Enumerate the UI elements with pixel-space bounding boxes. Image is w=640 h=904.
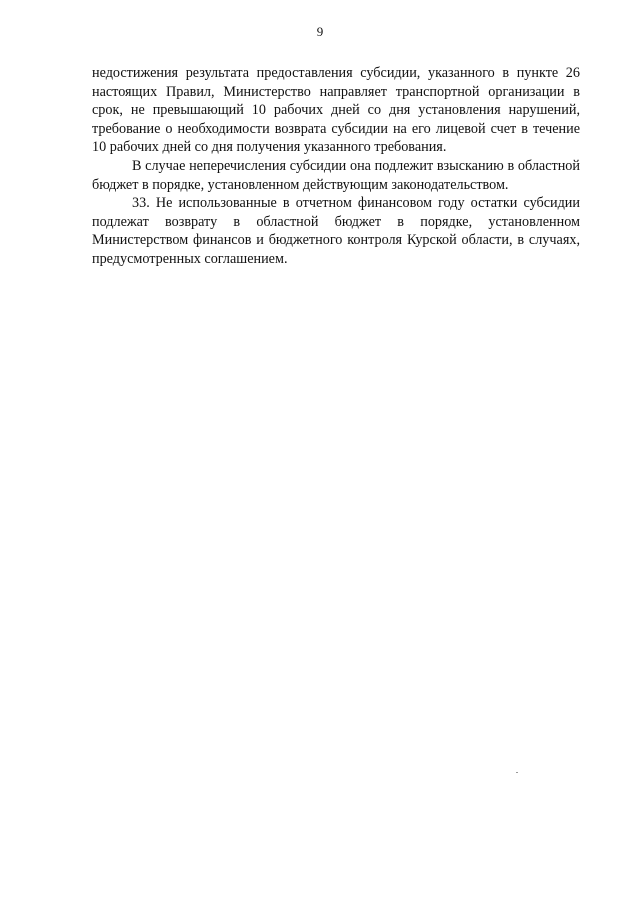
paragraph-unused-balances: 33. Не использованные в отчетном финансовом году остатки субсидии подлежат возврату в областной бюджет в порядке, установленном Министерством финансов и бюджетного контроля Курской области, в случаях, предусмотренных соглашением. [92,195,580,267]
scan-speck [516,772,518,773]
paragraph-non-transfer-recovery: В случае неперечисления субсидии она подлежит взысканию в областной бюджет в порядке, установленном действующим законодательством. [92,157,580,193]
page-number: 9 [316,24,324,39]
document-body [92,64,580,269]
paragraph-subsidy-return-requirement: недостижения результата предоставления субсидии, указанного в пункте 26 настоящих Правил, Министерство направляет транспортной организации в срок, не превышающий 10 рабочих дней со дня установления нарушений, требование о необходимости возврата субсидии на его лицевой счет в течение 10 рабочих дней со дня получения указанного требования. [92,65,580,156]
